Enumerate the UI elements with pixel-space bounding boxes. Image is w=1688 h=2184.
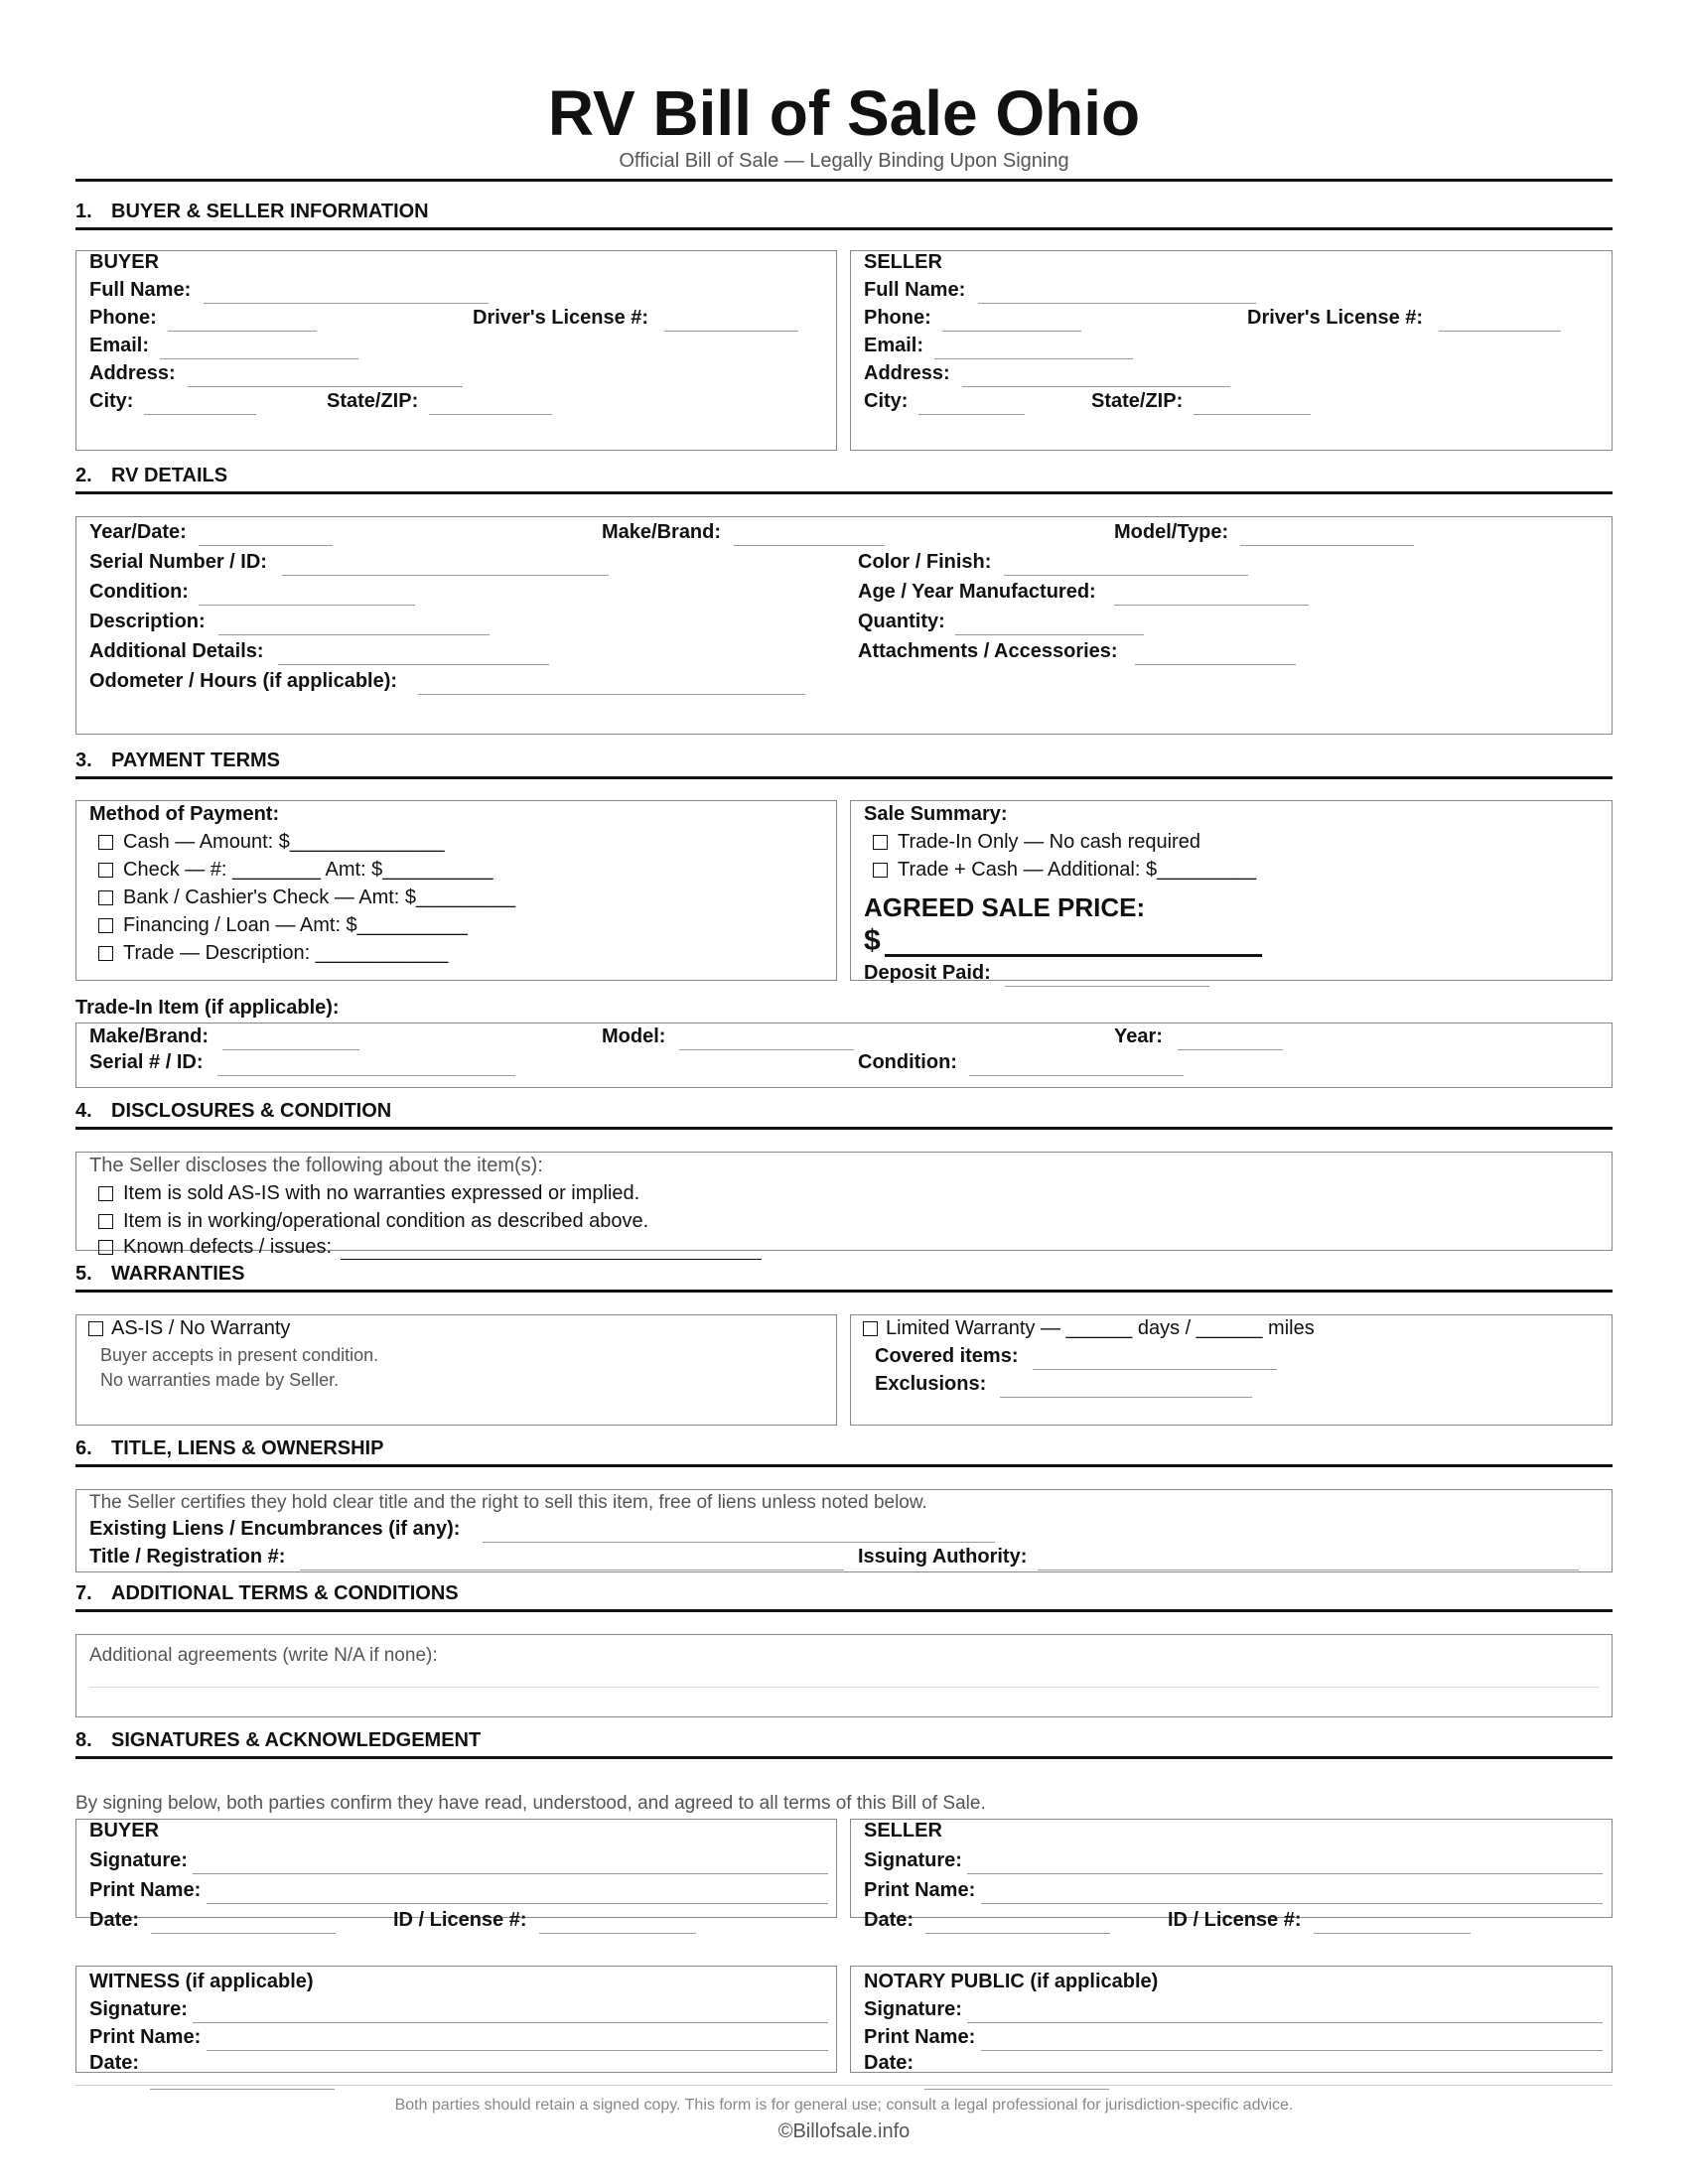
seller-signature-box — [850, 1819, 1613, 1931]
section-number: 6. — [75, 1437, 92, 1459]
trade-in-serial-label: Serial # / ID: — [89, 1051, 204, 1073]
trade-in-model-field[interactable] — [679, 1049, 854, 1050]
rv-year-label: Year/Date: — [89, 521, 187, 543]
rv-age-field[interactable] — [1114, 605, 1309, 606]
buyer-id-license-label: ID / License #: — [393, 1909, 527, 1931]
seller-email-label: Email: — [864, 335, 924, 356]
trade-in-make-field[interactable] — [222, 1049, 359, 1050]
payment-cash-label: Cash — Amount: $______________ — [123, 831, 445, 853]
payment-financing-label: Financing / Loan — Amt: $__________ — [123, 914, 468, 936]
buyer-state-zip-label: State/ZIP: — [327, 390, 419, 412]
buyer-print-name-field[interactable] — [207, 1903, 828, 1904]
rv-serial-label: Serial Number / ID: — [89, 551, 267, 573]
title-liens-box — [75, 1489, 1613, 1572]
seller-phone-label: Phone: — [864, 307, 931, 329]
payment-trade-label: Trade — Description: ____________ — [123, 942, 449, 964]
witness-box — [75, 1966, 837, 2073]
section-number: 2. — [75, 465, 92, 486]
section-title: BUYER & SELLER INFORMATION — [111, 201, 429, 222]
bill-of-sale-form — [75, 0, 1613, 2184]
section-heading-disclosures — [75, 1100, 1613, 1130]
notary-date-field[interactable] — [924, 2089, 1109, 2090]
known-defects-field[interactable] — [341, 1259, 762, 1260]
summary-trade-only-label: Trade-In Only — No cash required — [898, 831, 1200, 853]
footer — [75, 2097, 1613, 2143]
notary-date-label: Date: — [864, 2052, 914, 2074]
summary-option-trade-only[interactable] — [873, 831, 1200, 854]
rv-attachments-label: Attachments / Accessories: — [858, 640, 1118, 662]
checkbox-icon[interactable] — [88, 1321, 103, 1336]
liens-label: Existing Liens / Encumbrances (if any): — [89, 1518, 461, 1540]
disclosure-working[interactable] — [98, 1210, 648, 1233]
section-heading-additional-terms — [75, 1582, 1613, 1612]
rv-make-field[interactable] — [734, 545, 885, 546]
notary-heading: NOTARY PUBLIC (if applicable) — [864, 1971, 1159, 1992]
rv-condition-label: Condition: — [89, 581, 189, 603]
buyer-signature-box — [75, 1819, 837, 1931]
footer-divider — [75, 2085, 1613, 2086]
rv-color-field[interactable] — [1004, 575, 1248, 576]
buyer-full-name-label: Full Name: — [89, 279, 192, 301]
seller-city-label: City: — [864, 390, 909, 412]
buyer-state-zip-field[interactable] — [429, 414, 552, 415]
rv-model-field[interactable] — [1240, 545, 1414, 546]
warranty-covered-field[interactable] — [1033, 1369, 1277, 1370]
disclosure-defects[interactable] — [98, 1236, 332, 1259]
seller-signature-label: Signature: — [864, 1849, 962, 1871]
buyer-full-name-field[interactable] — [204, 303, 489, 304]
rv-color-label: Color / Finish: — [858, 551, 992, 573]
rv-quantity-field[interactable] — [955, 634, 1144, 635]
section-number: 3. — [75, 750, 92, 771]
additional-terms-prompt: Additional agreements (write N/A if none): — [89, 1645, 438, 1666]
seller-phone-field[interactable] — [942, 331, 1081, 332]
footer-copyright: ©Billofsale.info — [777, 2120, 911, 2142]
warranty-as-is-label: AS-IS / No Warranty — [111, 1317, 291, 1339]
warranty-option-limited[interactable] — [863, 1317, 1315, 1340]
payment-method-box — [75, 800, 837, 981]
warranty-as-is-box — [75, 1314, 837, 1426]
section-title: RV DETAILS — [111, 465, 228, 486]
buyer-license-field[interactable] — [664, 331, 798, 332]
title-divider — [75, 179, 1613, 182]
seller-license-field[interactable] — [1439, 331, 1561, 332]
rv-quantity-label: Quantity: — [858, 611, 945, 632]
checkbox-icon[interactable] — [98, 918, 113, 933]
rv-additional-field[interactable] — [278, 664, 549, 665]
payment-option-trade[interactable] — [98, 942, 448, 965]
witness-date-field[interactable] — [150, 2089, 335, 2090]
checkbox-icon[interactable] — [98, 1186, 113, 1201]
section-heading-payment — [75, 750, 1613, 779]
warranty-exclusions-field[interactable] — [1000, 1397, 1252, 1398]
buyer-address-field[interactable] — [188, 386, 463, 387]
trade-in-serial-field[interactable] — [217, 1075, 515, 1076]
seller-state-zip-label: State/ZIP: — [1091, 390, 1184, 412]
seller-print-name-field[interactable] — [981, 1903, 1603, 1904]
warranty-as-is-note-1: Buyer accepts in present condition. — [100, 1345, 379, 1365]
section-number: 4. — [75, 1100, 92, 1122]
disclosure-as-is-label: Item is sold AS-IS with no warranties expressed or implied. — [123, 1182, 640, 1204]
section-heading-rv-details — [75, 465, 1613, 494]
registration-label: Title / Registration #: — [89, 1546, 286, 1568]
notary-box — [850, 1966, 1613, 2073]
buyer-license-label: Driver's License #: — [473, 307, 649, 329]
section-title: SIGNATURES & ACKNOWLEDGEMENT — [111, 1729, 482, 1751]
witness-print-name-label: Print Name: — [89, 2026, 202, 2048]
seller-license-label: Driver's License #: — [1247, 307, 1424, 329]
trade-in-year-field[interactable] — [1178, 1049, 1283, 1050]
seller-full-name-field[interactable] — [978, 303, 1256, 304]
trade-in-condition-field[interactable] — [969, 1075, 1184, 1076]
seller-date-field[interactable] — [925, 1933, 1110, 1934]
seller-signature-field[interactable] — [967, 1873, 1603, 1874]
seller-full-name-label: Full Name: — [864, 279, 966, 301]
rv-description-field[interactable] — [218, 634, 490, 635]
rv-odometer-field[interactable] — [418, 694, 805, 695]
disclosure-as-is[interactable] — [98, 1182, 639, 1205]
seller-address-field[interactable] — [962, 386, 1230, 387]
section-heading-signatures — [75, 1729, 1613, 1759]
checkbox-icon[interactable] — [98, 1214, 113, 1229]
warranty-covered-label: Covered items: — [875, 1345, 1019, 1367]
checkbox-icon[interactable] — [98, 1240, 113, 1255]
checkbox-icon[interactable] — [873, 863, 888, 878]
section-title: WARRANTIES — [111, 1263, 245, 1285]
payment-method-title: Method of Payment: — [89, 803, 280, 825]
seller-id-license-field[interactable] — [1314, 1933, 1471, 1934]
section-title: PAYMENT TERMS — [111, 750, 281, 771]
disclosures-intro: The Seller discloses the following about the item(s): — [89, 1155, 543, 1176]
trade-in-condition-label: Condition: — [858, 1051, 957, 1073]
witness-print-name-field[interactable] — [207, 2050, 828, 2051]
payment-check-label: Check — #: ________ Amt: $__________ — [123, 859, 493, 881]
buyer-address-label: Address: — [89, 362, 176, 384]
buyer-info-box — [75, 250, 837, 451]
agreed-sale-price-field[interactable] — [885, 954, 1262, 957]
disclosure-working-label: Item is in working/operational condition as described above. — [123, 1210, 649, 1232]
rv-model-label: Model/Type: — [1114, 521, 1229, 543]
liens-field[interactable] — [483, 1542, 995, 1543]
seller-info-box — [850, 250, 1613, 451]
seller-email-field[interactable] — [934, 358, 1133, 359]
buyer-email-label: Email: — [89, 335, 150, 356]
section-number: 8. — [75, 1729, 92, 1751]
rv-details-box — [75, 516, 1613, 735]
notary-print-name-field[interactable] — [981, 2050, 1603, 2051]
checkbox-icon[interactable] — [98, 890, 113, 905]
checkbox-icon[interactable] — [873, 835, 888, 850]
section-title: ADDITIONAL TERMS & CONDITIONS — [111, 1582, 459, 1604]
seller-id-license-label: ID / License #: — [1168, 1909, 1302, 1931]
trade-in-model-label: Model: — [602, 1025, 666, 1047]
rv-odometer-label: Odometer / Hours (if applicable): — [89, 670, 398, 692]
section-number: 1. — [75, 201, 92, 222]
buyer-phone-label: Phone: — [89, 307, 157, 329]
payment-option-cash[interactable] — [98, 831, 445, 854]
payment-option-check[interactable] — [98, 859, 493, 882]
page-subtitle: Official Bill of Sale — Legally Binding Upon Signing — [619, 150, 1069, 172]
buyer-date-label: Date: — [89, 1909, 140, 1931]
title-certification: The Seller certifies they hold clear title and the right to sell this item, free of liens unless noted below. — [89, 1492, 927, 1513]
trade-in-year-label: Year: — [1114, 1025, 1163, 1047]
rv-additional-label: Additional Details: — [89, 640, 264, 662]
additional-terms-box — [75, 1634, 1613, 1717]
witness-signature-label: Signature: — [89, 1998, 188, 2020]
rv-serial-field[interactable] — [282, 575, 609, 576]
checkbox-icon[interactable] — [98, 835, 113, 850]
buyer-signature-field[interactable] — [193, 1873, 828, 1874]
section-heading-warranties — [75, 1263, 1613, 1293]
notary-signature-field[interactable] — [967, 2022, 1603, 2023]
seller-heading: SELLER — [864, 251, 942, 273]
rv-make-label: Make/Brand: — [602, 521, 722, 543]
seller-city-field[interactable] — [918, 414, 1025, 415]
agreed-sale-price-label: AGREED SALE PRICE: — [864, 892, 1146, 922]
section-number: 5. — [75, 1263, 92, 1285]
warranty-as-is-note-2: No warranties made by Seller. — [100, 1370, 340, 1390]
buyer-print-name-label: Print Name: — [89, 1879, 202, 1901]
payment-option-bank[interactable] — [98, 887, 515, 909]
witness-heading: WITNESS (if applicable) — [89, 1971, 314, 1992]
witness-date-label: Date: — [89, 2052, 140, 2074]
section-heading-buyer-seller — [75, 201, 1613, 230]
notary-signature-label: Signature: — [864, 1998, 962, 2020]
dollar-sign: $ — [864, 924, 881, 957]
trade-in-title: Trade-In Item (if applicable): — [75, 997, 340, 1019]
rv-year-field[interactable] — [199, 545, 333, 546]
section-number: 7. — [75, 1582, 92, 1604]
buyer-city-label: City: — [89, 390, 134, 412]
seller-print-name-label: Print Name: — [864, 1879, 976, 1901]
additional-terms-field[interactable] — [89, 1687, 1599, 1688]
payment-bank-label: Bank / Cashier's Check — Amt: $_________ — [123, 887, 516, 908]
sale-summary-title: Sale Summary: — [864, 803, 1008, 825]
buyer-id-license-field[interactable] — [539, 1933, 696, 1934]
buyer-email-field[interactable] — [160, 358, 358, 359]
rv-description-label: Description: — [89, 611, 206, 632]
buyer-city-field[interactable] — [144, 414, 256, 415]
summary-trade-cash-label: Trade + Cash — Additional: $_________ — [898, 859, 1257, 881]
deposit-paid-field[interactable] — [1005, 986, 1209, 987]
title-block — [75, 77, 1613, 173]
checkbox-icon[interactable] — [863, 1321, 878, 1336]
seller-address-label: Address: — [864, 362, 950, 384]
rv-age-label: Age / Year Manufactured: — [858, 581, 1096, 603]
buyer-signature-heading: BUYER — [89, 1820, 160, 1842]
checkbox-icon[interactable] — [98, 946, 113, 961]
witness-signature-field[interactable] — [193, 2022, 828, 2023]
notary-print-name-label: Print Name: — [864, 2026, 976, 2048]
deposit-paid-label: Deposit Paid: — [864, 962, 991, 984]
checkbox-icon[interactable] — [98, 863, 113, 878]
seller-state-zip-field[interactable] — [1194, 414, 1311, 415]
page-title: RV Bill of Sale Ohio — [547, 77, 1141, 149]
signature-statement: By signing below, both parties confirm they have read, understood, and agreed to all terms of this Bill of Sale. — [75, 1793, 986, 1814]
disclosure-defects-label: Known defects / issues: — [123, 1236, 333, 1258]
seller-signature-heading: SELLER — [864, 1820, 942, 1842]
buyer-phone-field[interactable] — [168, 331, 317, 332]
buyer-signature-label: Signature: — [89, 1849, 188, 1871]
warranty-exclusions-label: Exclusions: — [875, 1373, 987, 1395]
trade-in-box — [75, 1023, 1613, 1088]
trade-in-make-label: Make/Brand: — [89, 1025, 210, 1047]
summary-option-trade-cash[interactable] — [873, 859, 1256, 882]
payment-option-financing[interactable] — [98, 914, 468, 937]
warranty-limited-label: Limited Warranty — ______ days / ______ miles — [886, 1317, 1315, 1339]
disclosures-box — [75, 1152, 1613, 1258]
rv-condition-field[interactable] — [199, 605, 415, 606]
section-heading-title-liens — [75, 1437, 1613, 1467]
footer-note: Both parties should retain a signed copy. This form is for general use; consult a legal professional for jurisdiction-specific advice. — [394, 2097, 1294, 2114]
buyer-date-field[interactable] — [151, 1933, 336, 1934]
warranty-option-as-is[interactable] — [88, 1317, 290, 1340]
buyer-heading: BUYER — [89, 251, 160, 273]
sale-summary-box — [850, 800, 1613, 984]
section-title: TITLE, LIENS & OWNERSHIP — [111, 1437, 384, 1459]
rv-attachments-field[interactable] — [1135, 664, 1296, 665]
seller-date-label: Date: — [864, 1909, 914, 1931]
section-title: DISCLOSURES & CONDITION — [111, 1100, 392, 1122]
issuing-authority-label: Issuing Authority: — [858, 1546, 1028, 1568]
warranty-limited-box — [850, 1314, 1613, 1426]
